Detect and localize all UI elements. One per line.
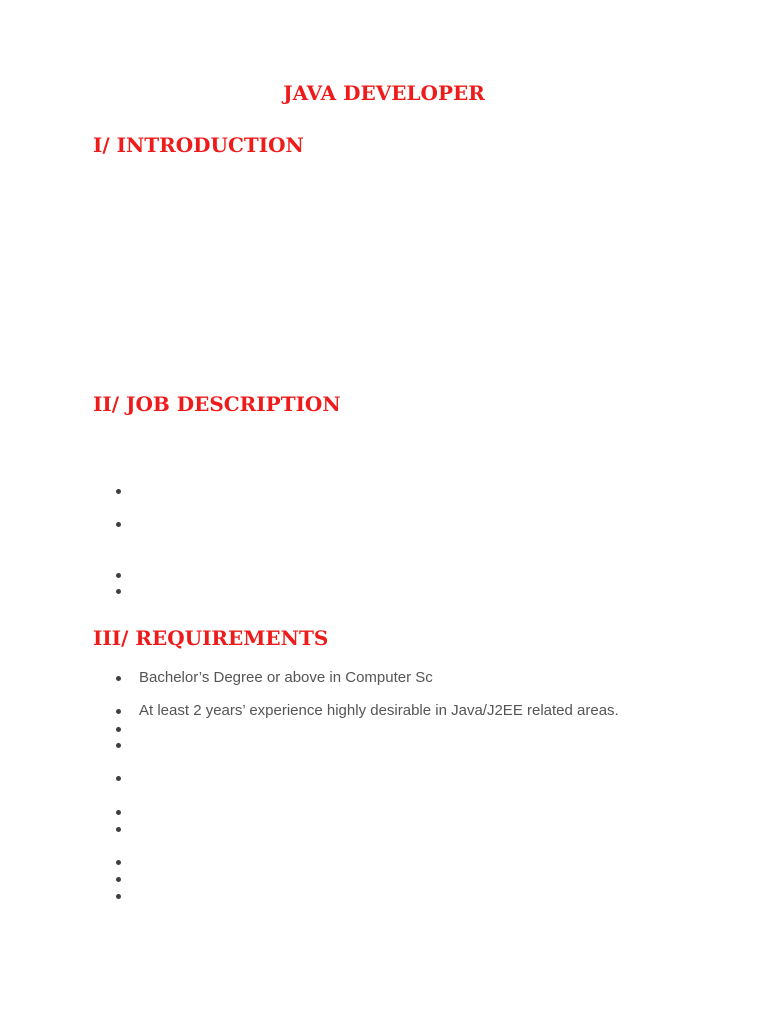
- job-description-heading: II/ JOB DESCRIPTION: [93, 392, 341, 416]
- requirements-bullet: [116, 810, 121, 815]
- requirements-bullet: [116, 860, 121, 865]
- requirements-bullet: [116, 743, 121, 748]
- job-description-bullet: [116, 589, 121, 594]
- document-title: JAVA DEVELOPER: [283, 81, 485, 105]
- requirements-item-text: Bachelor’s Degree or above in Computer Sc: [139, 669, 433, 686]
- job-description-bullet: [116, 573, 121, 578]
- requirements-bullet: [116, 727, 121, 732]
- requirements-bullet: [116, 894, 121, 899]
- introduction-heading: I/ INTRODUCTION: [93, 133, 304, 157]
- requirements-heading: III/ REQUIREMENTS: [93, 626, 329, 650]
- requirements-bullet: [116, 877, 121, 882]
- requirements-bullet: [116, 709, 121, 714]
- requirements-bullet: [116, 776, 121, 781]
- requirements-bullet: [116, 827, 121, 832]
- requirements-item-text: At least 2 years’ experience highly desirable in Java/J2EE related areas.: [139, 702, 619, 719]
- job-description-bullet: [116, 522, 121, 527]
- requirements-bullet: [116, 676, 121, 681]
- job-description-bullet: [116, 489, 121, 494]
